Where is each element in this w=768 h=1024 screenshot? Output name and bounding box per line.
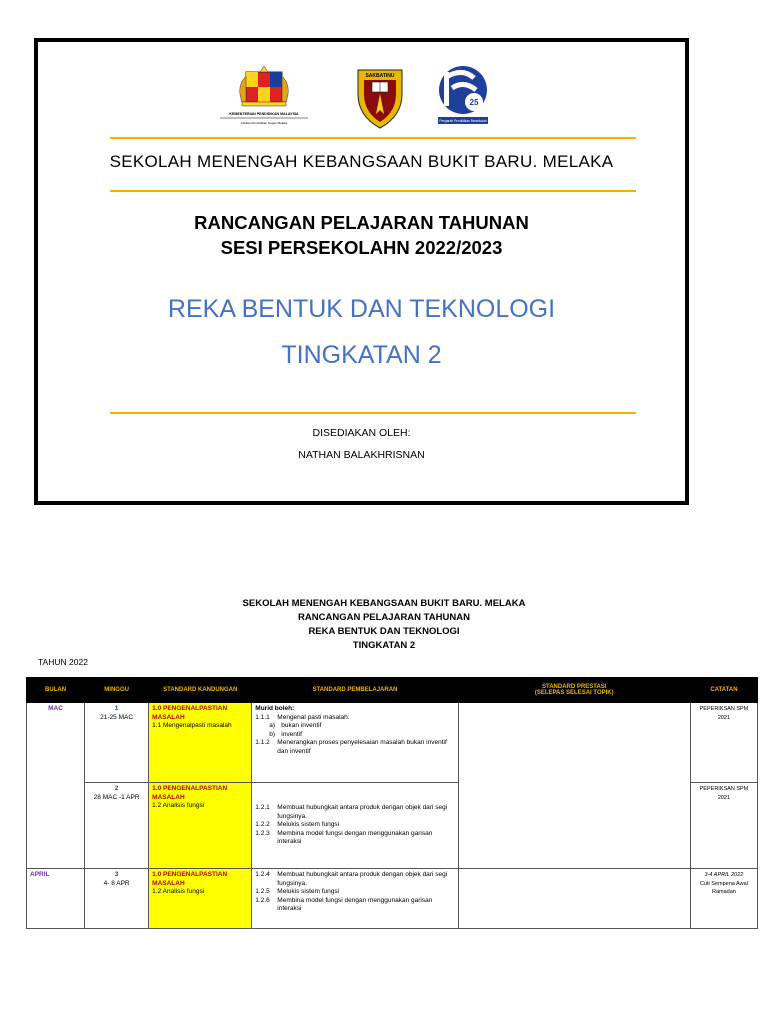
month-cell: [27, 869, 85, 929]
catatan-cell: [690, 869, 757, 929]
standard-pembelajaran-cell: [252, 869, 458, 929]
standard-prestasi-cell: [458, 703, 690, 869]
page2-header: [0, 597, 768, 653]
page2-header-line-2: RANCANGAN PELAJARAN TAHUNAN: [298, 612, 470, 623]
sp-item: [255, 714, 454, 723]
sp-item: [255, 888, 454, 897]
table-row: [27, 869, 758, 929]
standard-kandungan-cell: [149, 703, 252, 783]
table-row: [27, 703, 758, 783]
week-number: 1: [114, 705, 119, 712]
sp-item: [255, 897, 454, 914]
sp-item: [255, 830, 454, 847]
sk-item: 1.2 Analisis fungsi: [152, 888, 205, 895]
subject-line-2: TINGKATAN 2: [281, 341, 442, 369]
sp-code: 1.2.4: [255, 871, 270, 878]
week-dates: 21-25 MAC: [100, 713, 134, 721]
col-header-standard-kandungan: STANDARD KANDUNGAN: [149, 678, 252, 703]
page2-header-line-4: TINGKATAN 2: [352, 640, 416, 651]
col-header-catatan: CATATAN: [690, 678, 757, 703]
sp-text: Melukis sistem fungsi: [277, 888, 340, 895]
prepared-label: DISEDIAKAN OLEH:: [312, 427, 411, 439]
week-cell: [85, 703, 149, 783]
kpm-logo-text: KEMENTERIAN PENDIDIKAN MALAYSIA: [229, 112, 299, 116]
sk-item: 1.1 Mengenalpasti masalah: [152, 722, 232, 729]
standard-prestasi-cell: [458, 869, 690, 929]
sp-sub-text: bukan inventif: [281, 722, 322, 729]
month-cell: [27, 703, 85, 869]
sp-text: Membina model fungsi dengan menggunakan garisan interaksi: [277, 829, 433, 846]
sp-text: Membina model fungsi dengan menggunakan garisan interaksi: [277, 896, 433, 912]
cover-page: [34, 38, 689, 505]
sp-intro: Murid boleh:: [255, 705, 295, 712]
prepared-name: NATHAN BALAKHRISNAN: [298, 449, 425, 461]
col-header-bulan: BULAN: [27, 678, 85, 703]
yearly-plan-table: [26, 677, 758, 929]
standard-pembelajaran-cell: [252, 783, 458, 869]
plan-title-line-1: RANCANGAN PELAJARAN TAHUNAN: [194, 212, 529, 233]
standard-kandungan-cell: [149, 869, 252, 929]
sk-title: 1.0 PENGENALPASTIAN MASALAH: [152, 871, 228, 887]
gold-divider-bottom: [110, 412, 636, 414]
sp-code: 1.1.2: [255, 739, 270, 746]
sp-sub-text: inventif: [281, 730, 302, 738]
sp-text: Membuat hubungkait antara produk dengan objek dari segi fungsinya.: [277, 804, 448, 820]
sp-item: [255, 821, 454, 830]
prepared-by: [38, 422, 685, 466]
month-label: APRIL: [30, 871, 50, 878]
sp-text: Membuat hubungkait antara produk dengan objek dari segi fungsinya.: [277, 871, 448, 887]
catatan-note: Cuti Sempena Awal Ramadan: [699, 880, 748, 895]
standard-prestasi-sublabel: (SELEPAS SELESAI TOPIK): [534, 690, 614, 696]
sp-code: 1.2.5: [255, 888, 270, 895]
page2-header-line-1: SEKOLAH MENENGAH KEBANGSAAN BUKIT BARU. MELAKA: [242, 598, 526, 609]
sp-subitem: [255, 731, 454, 740]
plan-title-line-2: SESI PERSEKOLAHN 2022/2023: [220, 237, 503, 258]
year-label: TAHUN 2022: [38, 657, 88, 667]
sp-item: [255, 739, 454, 756]
sp-code: 1.2.3: [255, 829, 270, 837]
page2-header-line-3: REKA BENTUK DAN TEKNOLOGI: [308, 626, 460, 637]
sp-code: 1.2.1: [255, 804, 270, 812]
subject-line-1: REKA BENTUK DAN TEKNOLOGI: [167, 295, 556, 323]
gold-divider-mid: [110, 190, 636, 192]
catatan-date: 3-4 APRIL 2022: [704, 872, 744, 878]
plan-title: [38, 210, 685, 260]
month-label: MAC: [48, 705, 63, 712]
gold-divider-top: [110, 137, 636, 139]
kpm-logo-subtext: Jabatan Pendidikan Negeri Melaka: [240, 121, 288, 125]
sp-subitem: [255, 722, 454, 731]
week-number: 3: [114, 871, 119, 878]
catatan-cell: PEPERIKSAN SPM 2021: [690, 703, 757, 783]
ipp-logo-text: Pengarah Pendidikan Bersekolah: [439, 119, 487, 123]
standard-kandungan-cell: [149, 783, 252, 869]
school-logo-text: SAKBATINU: [365, 73, 395, 79]
week-number: 2: [114, 785, 119, 792]
sp-item: [255, 871, 454, 888]
sp-text: Mengenal pasti masalah:: [277, 713, 350, 721]
sk-item: 1.2 Analisis fungsi: [152, 802, 205, 809]
logo-row: [38, 64, 685, 132]
col-header-minggu: MINGGU: [85, 678, 149, 703]
ipp-logo: [434, 64, 492, 126]
table-header-row: [27, 678, 758, 703]
week-cell: [85, 869, 149, 929]
sp-item: [255, 804, 454, 821]
school-crest-logo: [354, 64, 406, 130]
school-name: SEKOLAH MENENGAH KEBANGSAAN BUKIT BARU. MELAKA: [109, 152, 614, 171]
sp-sub-letter: a): [269, 722, 276, 729]
sp-text: Menerangkan proses penyelesaian masalah bukan inventif dan inventif: [277, 739, 447, 755]
subject-title: [38, 286, 685, 378]
standard-pembelajaran-cell: [252, 703, 458, 783]
svg-text:25: 25: [469, 98, 479, 107]
catatan-cell: PEPERIKSAN SPM 2021: [690, 783, 757, 869]
week-dates: 4- 8 APR: [103, 879, 130, 887]
col-header-standard-prestasi: [458, 678, 690, 703]
sk-title: 1.0 PENGENALPASTIAN MASALAH: [152, 705, 228, 721]
sp-sub-letter: b): [269, 730, 276, 738]
standard-prestasi-label: STANDARD PRESTASI: [542, 684, 607, 690]
sk-title: 1.0 PENGENALPASTIAN MASALAH: [152, 785, 228, 801]
week-dates: 28 MAC -1 APR: [93, 793, 140, 801]
sp-text: Melukis sistem fungsi: [277, 821, 340, 829]
kpm-crest-logo: [216, 64, 312, 132]
sp-code: 1.1.1: [255, 713, 270, 721]
week-cell: [85, 783, 149, 869]
sp-code: 1.2.6: [255, 896, 270, 904]
sp-code: 1.2.2: [255, 821, 270, 829]
col-header-standard-pembelajaran: STANDARD PEMBELAJARAN: [252, 678, 458, 703]
